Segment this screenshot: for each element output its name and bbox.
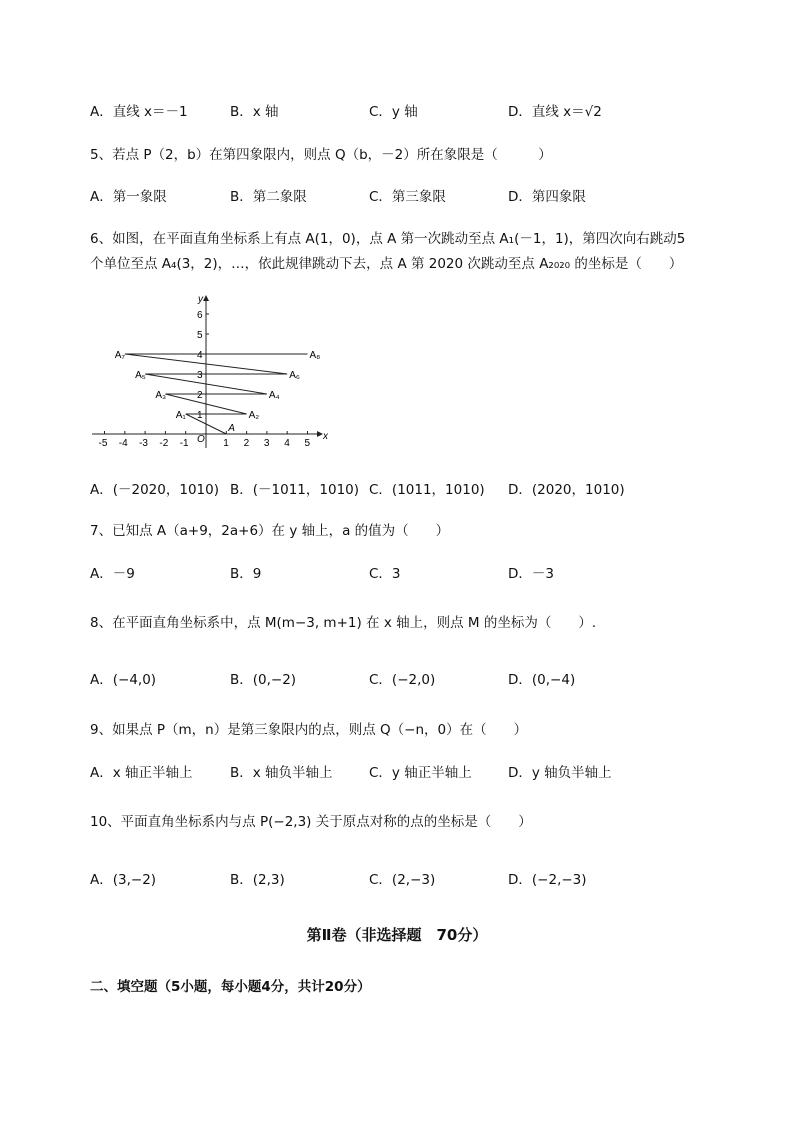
x-tick-label: -1 [179,438,189,449]
q8-option-b: B．(0,−2) [230,672,297,688]
q10-stem: 10、平面直角坐标系内与点 P(−2,3) 关于原点对称的点的坐标是（ ） [90,814,532,830]
x-tick-label: -2 [159,438,169,449]
y-tick-label: 3 [197,370,203,381]
coordinate-figure [90,290,340,450]
y-tick-label: 4 [197,350,203,361]
point-label: A₁ [175,410,186,421]
q7-stem: 7、已知点 A（a+9，2a+6）在 y 轴上，a 的值为（ ） [90,523,450,539]
q9-option-d: D．y 轴负半轴上 [508,765,612,781]
x-tick-label: 1 [223,438,229,449]
q6-option-b: B．(－1011，1010) [230,482,360,498]
q4-option-a: A．直线 x＝－1 [90,104,188,120]
x-tick-label: -3 [139,438,149,449]
q9-option-a: A．x 轴正半轴上 [90,765,193,781]
q8-option-d: D．(0,−4) [508,672,576,688]
q5-option-b: B．第二象限 [230,189,307,205]
point-label: A₅ [135,370,146,381]
x-axis-label: x [323,431,328,442]
point-label: A₄ [268,390,280,401]
q7-option-b: B．9 [230,566,262,582]
q10-option-d: D．(−2,−3) [508,872,587,888]
q5-option-d: D．第四象限 [508,189,586,205]
x-tick-label: 4 [284,438,290,449]
q5-option-a: A．第一象限 [90,189,167,205]
x-tick-label: 2 [243,438,250,449]
q9-option-c: C．y 轴正半轴上 [369,765,472,781]
q8-option-c: C．(−2,0) [369,672,436,688]
q9-option-b: B．x 轴负半轴上 [230,765,333,781]
y-axis-label: y [198,294,203,305]
q6-stem-line2: 个单位至点 A₄(3，2)，…，依此规律跳动下去，点 A 第 2020 次跳动至点 A₂₀₂₀ 的坐标是（ ） [90,256,683,272]
x-tick-label: -4 [118,438,128,449]
q9-stem: 9、如果点 P（m，n）是第三象限内的点，则点 Q（−n，0）在（ ） [90,722,528,738]
q10-option-b: B．(2,3) [230,872,285,888]
q5-stem: 5、若点 P（2，b）在第四象限内，则点 Q（b，－2）所在象限是（ ） [90,147,552,163]
origin-label: O [197,434,205,445]
section-title: 第Ⅱ卷（非选择题 70分） [306,926,488,944]
x-tick-label: 5 [304,438,311,449]
point-label: A₃ [155,390,167,401]
q6-option-c: C．(1011，1010) [369,482,485,498]
y-tick-label: 2 [197,390,203,401]
q5-option-c: C．第三象限 [369,189,446,205]
q10-option-a: A．(3,−2) [90,872,157,888]
q7-option-d: D．－3 [508,566,554,582]
q4-option-d: D．直线 x＝√2 [508,104,602,120]
y-tick-label: 6 [197,310,203,321]
y-tick-label: 1 [197,410,203,421]
q8-stem: 8、在平面直角坐标系中，点 M(m−3, m+1) 在 x 轴上，则点 M 的坐标为（ ）. [90,615,597,631]
section-two-heading: 二、填空题（5小题，每小题4分，共计20分） [90,979,371,995]
point-label: A₂ [248,410,260,421]
q6-option-d: D．(2020，1010) [508,482,625,498]
x-tick-label: 3 [263,438,270,449]
q7-option-c: C．3 [369,566,401,582]
point-label: A₈ [309,350,321,361]
point-label: A₆ [289,370,300,381]
q4-option-b: B．x 轴 [230,104,279,120]
q6-option-a: A．(－2020，1010) [90,482,219,498]
q4-option-c: C．y 轴 [369,104,418,120]
q7-option-a: A．－9 [90,566,135,582]
q6-stem-line1: 6、如图，在平面直角坐标系上有点 A(1，0)，点 A 第一次跳动至点 A₁(－1，1)，第四次向右跳动5 [90,231,686,247]
point-label: A₇ [114,350,125,361]
q8-option-a: A．(−4,0) [90,672,157,688]
point-label: A [228,423,235,434]
y-tick-label: 5 [197,330,203,341]
q10-option-c: C．(2,−3) [369,872,436,888]
x-tick-label: -5 [98,438,108,449]
q6-figure [90,290,340,450]
